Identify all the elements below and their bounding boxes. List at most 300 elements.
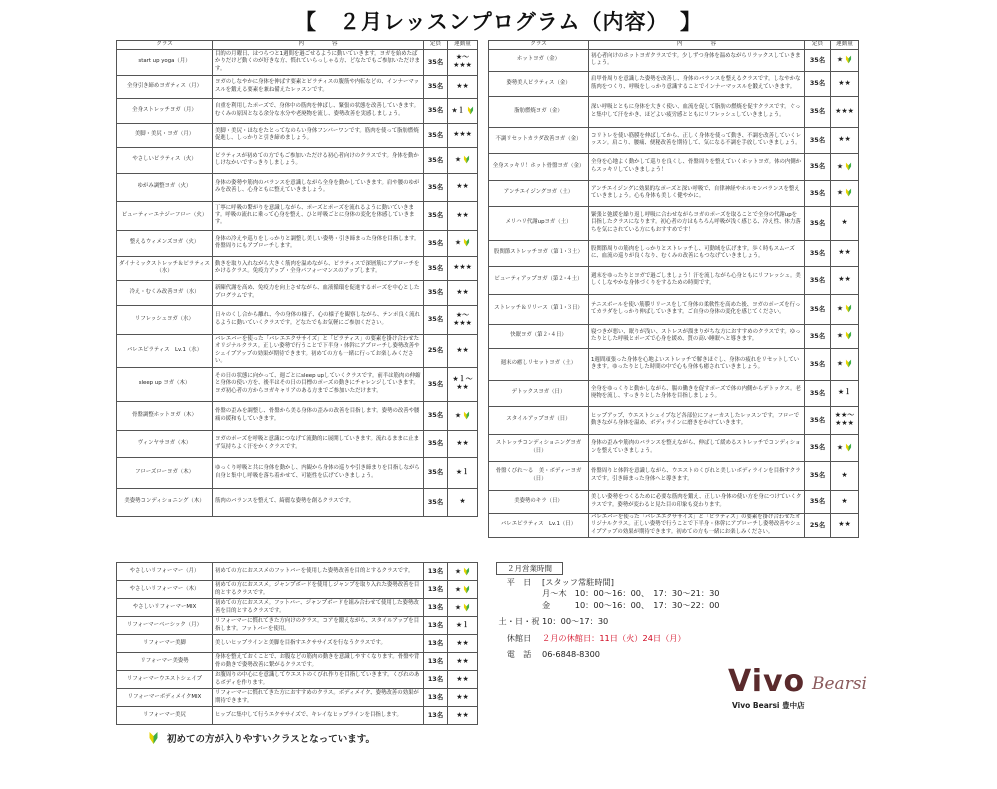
class-row [117, 430, 478, 457]
class-row [117, 280, 478, 305]
intensity-stars: ★★★ [453, 130, 472, 139]
class-capacity: 35名 [424, 367, 448, 401]
class-capacity: 35名 [805, 294, 831, 324]
class-capacity: 35名 [805, 434, 831, 461]
phone-label: 電 話 [506, 649, 532, 660]
beginner-leaf-icon [461, 239, 470, 247]
class-name: ビューティアップヨガ（第２･４土） [489, 266, 589, 294]
class-row [117, 230, 478, 256]
class-name: 美脚・美尻・ヨガ（月） [117, 123, 213, 147]
intensity-stars: ★ [841, 218, 848, 227]
class-row [489, 127, 859, 153]
class-name: 脂肪燃焼ヨガ（金） [489, 96, 589, 127]
intensity-cell [448, 563, 478, 581]
class-row [489, 266, 859, 294]
class-capacity: 13名 [424, 653, 448, 671]
intensity-cell [448, 280, 478, 305]
col-header-class: クラス [489, 41, 589, 50]
intensity-cell [448, 581, 478, 599]
class-name: 整えるウィメンズヨガ（火） [117, 230, 213, 256]
class-row [117, 334, 478, 367]
class-capacity: 13名 [424, 599, 448, 617]
class-capacity: 35名 [424, 457, 448, 488]
class-row [117, 123, 478, 147]
class-row [117, 98, 478, 123]
beginner-legend [146, 731, 375, 745]
class-description: 初めての方におススメのフットバーを使用した姿勢改善を目的とするクラスです。 [213, 563, 424, 581]
class-row [489, 513, 859, 537]
class-name: やさしいリフォーマーMIX [117, 599, 213, 617]
class-description: 美脚・美尻・ほなをたとってなのらい身体フンパーワンです。筋肉を使って脂肪燃焼促進し、しっかりと引き締めましょう。 [213, 123, 424, 147]
class-row [489, 324, 859, 348]
intensity-cell [448, 230, 478, 256]
vivo-bearsi-logo [728, 660, 888, 710]
intensity-cell [831, 127, 859, 153]
class-capacity: 35名 [805, 96, 831, 127]
class-name: リフォーマー美姿勢 [117, 653, 213, 671]
class-name: 快眠ヨガ（第２･４日） [489, 324, 589, 348]
class-row [489, 96, 859, 127]
class-description: 初心者向けのホットヨガクラスです。少しずつ身体を温めながらリラックスしていきましょう。 [589, 49, 805, 71]
class-name: 骨盤調整ホットヨガ（木） [117, 401, 213, 430]
class-capacity: 13名 [424, 671, 448, 689]
class-name: やさしいリフォーマー（月） [117, 563, 213, 581]
class-name: 美姿勢コンディショニング（木） [117, 488, 213, 516]
class-name: 週末の癒しリセットヨガ（土） [489, 348, 589, 380]
class-capacity: 13名 [424, 617, 448, 635]
class-row [117, 563, 478, 581]
class-row [117, 671, 478, 689]
class-description: 丁寧に呼吸の繋がりを意識しながら、ポーズとポーズを流れるように動いていきます。呼吸の流れに乗って心身を整え、ひと呼吸ごとに身体の変化を体感していきます。 [213, 201, 424, 230]
table-header-row [489, 41, 859, 50]
intensity-stars: ★ｌ [455, 620, 470, 629]
class-description: 身体の姿勢や筋肉のバランスを意識しながら全身を動かしていきます。肩や腰のゆがみを改善し、心身ともに整えていきましょう。 [213, 173, 424, 201]
intensity-stars: ★★ [838, 135, 851, 144]
class-name: メリハリ代謝upヨガ（土） [489, 206, 589, 240]
class-row [117, 49, 478, 75]
class-description: 自重を利用したポーズで、身体中の筋肉を伸ばし、緊張の状態を改善していきます。むくみの原因となる余分な水分や老廃物を流し、姿勢改善を実感しましょう。 [213, 98, 424, 123]
class-row [489, 180, 859, 206]
col-header-intensity: 運動量 [831, 41, 859, 50]
class-capacity: 35名 [805, 240, 831, 266]
class-row [117, 689, 478, 707]
class-capacity: 25名 [805, 513, 831, 537]
class-name: ビューティーエナジーフロー（火） [117, 201, 213, 230]
class-row [489, 348, 859, 380]
class-name: 冷え・むくみ改善ヨガ（水） [117, 280, 213, 305]
class-description: リフォーマーに慣れてきた方向けのクラス。コアを鍛えながら、スタイルアップを目指します。フットバーを使用。 [213, 617, 424, 635]
beginner-leaf-icon [461, 411, 470, 419]
class-row [489, 380, 859, 406]
class-row [117, 256, 478, 280]
logo-script-text: Bearsi [812, 674, 867, 694]
class-description: 週末をゆったりとヨガで過ごしましょう！汗を流しながら心身ともにリフレッシュ。美しくしなやかな身体づくりをするための時間です。 [589, 266, 805, 294]
intensity-cell [448, 689, 478, 707]
intensity-stars: ★ｌ [451, 106, 465, 115]
class-row [489, 434, 859, 461]
intensity-cell [448, 173, 478, 201]
class-capacity: 35名 [424, 401, 448, 430]
class-description: 深い呼吸とともに身体を大きく使い、血流を促して脂肪の燃焼を促すクラスです。ぐっと集中して汗をかき、ほどよい疲労感とともにリフレッシュしていきましょう。 [589, 96, 805, 127]
hours-header: ２月営業時間 [496, 562, 563, 575]
class-description: 肩甲骨周りを意識した姿勢を改善し、身体のバランスを整えるクラスです。しなやかな筋肉をつくり、呼吸をしっかり意識することでインナーマッスルを鍛えていきます。 [589, 71, 805, 96]
intensity-cell [831, 348, 859, 380]
intensity-stars: ★ [836, 188, 844, 197]
intensity-cell [448, 123, 478, 147]
class-description: 股関節周りの筋肉をしっかりとストレッチし、可動域を広げます。歩く時もスムーズに、血流の巡りが良くなり、むくみの改善にもつなげていきましょう。 [589, 240, 805, 266]
intensity-stars: ★ [454, 603, 462, 612]
class-description: リフォーマーに慣れてきた方におすすめのクラス。ボディメイク、姿勢改善の効果が期待できます。 [213, 689, 424, 707]
intensity-stars: ★ [841, 496, 848, 505]
class-name: start up yoga（月） [117, 49, 213, 75]
col-header-capacity: 定員 [424, 41, 448, 50]
intensity-stars: ★ｌ [837, 388, 852, 397]
class-capacity: 35名 [424, 256, 448, 280]
intensity-stars: ★ [841, 470, 848, 479]
class-name: リフォーマー美尻 [117, 707, 213, 725]
class-capacity: 35名 [805, 380, 831, 406]
class-description: お腹周りの中心にを意識してウエストのくびれ作りを目指していきます。くびれのあるボディを作ります。 [213, 671, 424, 689]
beginner-leaf-icon [465, 106, 474, 114]
class-description: ヨガのしなやかに身体を伸ばす要素とピラティスの腹筋や内転などの、インナーマッスルを鍛える要素を兼ね備えたレッスンです。 [213, 75, 424, 98]
class-row [117, 581, 478, 599]
class-capacity: 35名 [424, 49, 448, 75]
mon-thu-hours: 月～木 10：00～16：00、 17：30～21：30 [542, 588, 720, 599]
class-description: バレエバーを使った「バレエエクササイズ」と「ピラティス」の要素を掛け合わせたオリジナルクラス。正しい姿勢で行うことで下半身・体幹にアプローチし姿勢改善やシェイプアップの効果が期待できます。初めての方も一緒に行ってお楽しみください。 [213, 334, 424, 367]
class-row [117, 401, 478, 430]
intensity-stars: ★ｌ [455, 467, 470, 476]
beginner-leaf-icon [843, 305, 852, 313]
intensity-stars: ★★★ [453, 263, 472, 272]
intensity-cell [831, 96, 859, 127]
class-row [489, 294, 859, 324]
class-description: 美しいヒップラインと美脚を目指すエクササイズを行なうクラスです。 [213, 635, 424, 653]
class-row [117, 367, 478, 401]
intensity-stars: ★★ [456, 674, 469, 683]
class-row [489, 71, 859, 96]
class-capacity: 35名 [805, 49, 831, 71]
class-row [117, 617, 478, 635]
class-description: ヒップアップ、ウエストシェイプなど各部位にフォーカスしたレッスンです。フローで動きながら身体を温め、ボディラインに磨きをかけていきます。 [589, 406, 805, 434]
class-name: フローズローヨガ（木） [117, 457, 213, 488]
class-capacity: 35名 [424, 230, 448, 256]
business-hours [496, 562, 796, 661]
logo-main-text: Vivo [728, 664, 806, 699]
class-name: 姿勢美人ピラティス（金） [489, 71, 589, 96]
col-header-class: クラス [117, 41, 213, 50]
beginner-leaf-icon [843, 56, 852, 64]
class-capacity: 35名 [424, 75, 448, 98]
intensity-cell [448, 49, 478, 75]
intensity-stars: ★ [836, 443, 844, 452]
intensity-cell [831, 513, 859, 537]
class-description: ゆっくり呼吸と共に身体を動かし、内観から身体の巡りや引き締まりを目指しながら自身と集中し呼吸を落ち着かせて、可能性を広げていきましょう。 [213, 457, 424, 488]
col-header-content: 内 容 [589, 41, 805, 50]
class-description: コリトレを使い筋膜を伸ばしてから、正しく身体を使って動き、不調を改善していくレッスン。肩こり、腰痛、便秘改善を期待して、気になる不調を手放していきましょう。 [589, 127, 805, 153]
logo-store-name: Vivo Bearsi 豊中店 [732, 701, 805, 710]
class-row [489, 153, 859, 180]
class-name: ヴィンヤサヨガ（木） [117, 430, 213, 457]
intensity-cell [831, 324, 859, 348]
holiday-label: 休館日 [506, 632, 532, 643]
intensity-cell [831, 49, 859, 71]
intensity-cell [831, 406, 859, 434]
weekday-label: 平 日 [506, 577, 532, 587]
intensity-cell [448, 401, 478, 430]
intensity-cell [831, 490, 859, 513]
class-description: バレエバーを使った「バレエエクササイズ」と「ピラティス」の要素を掛け合わせたオリジナルクラス。正しい姿勢で行うことで下半身・体幹にアプローチし姿勢改善やシェイプアップの効果が期待できます。初めての方も一緒にお楽しみください。 [589, 513, 805, 537]
intensity-stars: ★ [454, 567, 462, 576]
class-row [117, 488, 478, 516]
fri-hours: 金 10：00～16：00、 17：30～22：00 [542, 599, 720, 610]
intensity-cell [448, 488, 478, 516]
class-description: ピラティスが初めての方でもご参加いただける初心者向けのクラスです。身体を動かしけなかいですっきりしましょう。 [213, 147, 424, 173]
class-description: 初めての方におススメ。ジャンプボードを使用しジャンプを取り入れた姿勢改善を目的とするクラスです。 [213, 581, 424, 599]
intensity-stars: ★★ [456, 692, 469, 701]
class-description: 身体の歪みや筋肉のバランスを整えながら、伸ばして緩めるストレッチでコンディションを整えていきましょう。 [589, 434, 805, 461]
class-name: sleep up ヨガ（木） [117, 367, 213, 401]
col-header-capacity: 定員 [805, 41, 831, 50]
beginner-leaf-icon [461, 585, 470, 593]
class-name: バレエピラティス Lv.1（日） [489, 513, 589, 537]
class-description: 身体を整えておくことで、お腹などの筋肉の動きを意識しやすくなります。骨盤や背骨の動きで姿勢改善に繋がるクラスです。 [213, 653, 424, 671]
class-description: 骨盤周りと体幹を意識しながら、ウエストのくびれと美しいボディラインを目指すクラスです。引き締まった身体へと導きます。 [589, 461, 805, 490]
intensity-cell [831, 461, 859, 490]
intensity-cell [448, 256, 478, 280]
beginner-leaf-icon [843, 332, 852, 340]
class-name: デトックスヨガ（日） [489, 380, 589, 406]
class-name: ダイナミックストレッチ＆ピラティス（水） [117, 256, 213, 280]
intensity-stars: ★ [836, 304, 844, 313]
class-capacity: 35名 [805, 490, 831, 513]
class-description: アンチエイジングに効果的なポーズと深い呼吸で、自律神経やホルモンバランスを整えていきましょう。心も身体も美しく健やかに。 [589, 180, 805, 206]
reformer-class-table [116, 562, 478, 725]
class-description: 目的の月曜日、はつらつと1週間を過ごせるように動いていきます。ヨガを始めたばかりだけど動くのが好きな方、慣れていらっしゃる方、どなたでもご参加いただけます。 [213, 49, 424, 75]
class-capacity: 25名 [424, 334, 448, 367]
class-name: ストレッチ＆リリース（第１･３日） [489, 294, 589, 324]
intensity-cell [448, 635, 478, 653]
intensity-stars: ★★ [838, 78, 851, 87]
class-name: 全身ストレッチヨガ（月） [117, 98, 213, 123]
intensity-cell [448, 617, 478, 635]
beginner-leaf-icon [146, 731, 159, 745]
intensity-stars: ★ [459, 497, 466, 506]
class-description: 1週間頑張った身体を心地よいストレッチで解きほぐし、身体の疲れをリセットしていきます。ゆったりとした時間の中で心も身体も癒されていきましょう。 [589, 348, 805, 380]
intensity-stars: ★ [836, 331, 844, 340]
beginner-leaf-icon [843, 443, 852, 451]
intensity-cell [831, 180, 859, 206]
class-capacity: 13名 [424, 563, 448, 581]
beginner-leaf-icon [461, 156, 470, 164]
class-description: テニスボールを使い筋膜リリースをして身体の柔軟性を高めた後、ヨガのポーズを行ってカラダをしっかり伸ばしていきます。ご自身の身体の変化を感じてください。 [589, 294, 805, 324]
intensity-stars: ★ [836, 162, 844, 171]
class-capacity: 35名 [424, 173, 448, 201]
class-name: 全身スッキリ！ホット骨盤ヨガ（金） [489, 153, 589, 180]
intensity-cell [831, 380, 859, 406]
intensity-stars: ★★ [838, 248, 851, 257]
intensity-stars: ★★ [456, 182, 469, 191]
class-table-right [488, 40, 859, 538]
beginner-leaf-icon [843, 162, 852, 170]
class-capacity: 35名 [424, 488, 448, 516]
class-name: スタイルアップヨガ（日） [489, 406, 589, 434]
intensity-cell [448, 599, 478, 617]
class-description: 初めての方におススメ。フットバー、ジャンプボードを組み合わせて使用した姿勢改善を目的とするクラスです。 [213, 599, 424, 617]
intensity-cell [448, 671, 478, 689]
phone-number: 06-6848-8300 [542, 649, 601, 660]
intensity-stars: ★★ [456, 81, 469, 90]
class-description: 日々のくし合から離れ、今の身体の様子、心の様子を観察しながら、テンポ良く流れるように動いていくクラスです。どなたでもお気軽にご参加ください。 [213, 305, 424, 334]
class-capacity: 35名 [424, 280, 448, 305]
intensity-stars: ★★ [456, 638, 469, 647]
class-name: リフレッシュヨガ（水） [117, 305, 213, 334]
intensity-stars: ★ [454, 585, 462, 594]
class-capacity: 13名 [424, 707, 448, 725]
class-name: リフォーマーウエストシェイプ [117, 671, 213, 689]
class-description: 緊張と弛緩を繰り返し呼吸に合わせながらヨガのポーズを取ることで全身の代謝upを目指したクラスになります。初心者の方はもちろん呼吸が浅く感じる、冷え性、体力落ちを気にされている方にもおすすめです！ [589, 206, 805, 240]
class-row [117, 75, 478, 98]
class-row [489, 406, 859, 434]
class-row [489, 49, 859, 71]
class-capacity: 35名 [424, 430, 448, 457]
class-name: リフォーマー美脚 [117, 635, 213, 653]
class-row [117, 653, 478, 671]
class-description: 寝つきが悪い、眠りが浅い、ストレスが溜まりがちな方におすすめのクラスです。ゆったりとした呼吸とポーズで心身を緩め、質の高い睡眠へと導きます。 [589, 324, 805, 348]
intensity-stars: ★ [454, 155, 462, 164]
class-name: リフォーマーボディメイクMIX [117, 689, 213, 707]
intensity-cell [448, 305, 478, 334]
intensity-stars: ★ [836, 359, 844, 368]
class-description: ヒップに集中して行うエクササイズで、キレイなヒップラインを目指します。 [213, 707, 424, 725]
class-capacity: 35名 [805, 71, 831, 96]
page-title: 【 ２月レッスンプログラム（内容） 】 [294, 10, 703, 34]
intensity-stars: ★★ [456, 438, 469, 447]
class-capacity: 35名 [805, 406, 831, 434]
intensity-cell [831, 240, 859, 266]
intensity-cell [448, 457, 478, 488]
class-name: ゆがみ調整ヨガ（火） [117, 173, 213, 201]
class-row [489, 490, 859, 513]
intensity-cell [448, 147, 478, 173]
class-row [117, 147, 478, 173]
intensity-cell [831, 71, 859, 96]
class-capacity: 35名 [805, 127, 831, 153]
class-row [117, 305, 478, 334]
class-description: 身体の冷えや巡りをしっかりと調整し美しい姿勢・引き締まった身体を目指します。骨盤周りにもアプローチします。 [213, 230, 424, 256]
beginner-leaf-icon [843, 360, 852, 368]
class-row [489, 206, 859, 240]
intensity-stars: ★ [836, 55, 844, 64]
class-row [117, 173, 478, 201]
class-name: 全身引き締めヨガティス（月） [117, 75, 213, 98]
intensity-cell [831, 294, 859, 324]
class-capacity: 35名 [424, 98, 448, 123]
class-capacity: 13名 [424, 689, 448, 707]
class-capacity: 35名 [424, 201, 448, 230]
col-header-content: 内 容 [213, 41, 424, 50]
intensity-stars: ★★ [456, 710, 469, 719]
class-name: ストレッチコンディショニングヨガ（日） [489, 434, 589, 461]
class-name: 骨盤くびれ～る 美・ボディーヨガ（日） [489, 461, 589, 490]
class-capacity: 35名 [424, 147, 448, 173]
class-capacity: 35名 [805, 324, 831, 348]
class-name: やさしいリフォーマー（木） [117, 581, 213, 599]
class-row [117, 457, 478, 488]
intensity-stars: ★★ [456, 287, 469, 296]
intensity-cell [448, 201, 478, 230]
intensity-cell [831, 153, 859, 180]
class-description: その日の状態に向かって、週ごとにsleep upしていくクラスです。前半は筋肉の伸縮と身体の使い方を、後半はその日の目標のポーズの動きにチャレンジしていきます。ヨガ初心者の方からヨガキャリアのある方までご参加いただけます。 [213, 367, 424, 401]
class-description: 骨盤の歪みを調整し、骨盤から美る身体の歪みの改善を目指します。姿勢の改善や腰痛の緩和もしていきます。 [213, 401, 424, 430]
intensity-stars: ★ｌ～★★ [452, 375, 473, 392]
class-name: 美姿勢のキラ（日） [489, 490, 589, 513]
class-name: 不調リセットカラダ改善ヨガ（金） [489, 127, 589, 153]
class-name: バレエピラティス Lv.1（水） [117, 334, 213, 367]
table-header-row [117, 41, 478, 50]
col-header-intensity: 運動量 [448, 41, 478, 50]
beginner-legend-text: 初めての方が入りやすいクラスとなっています。 [167, 734, 375, 745]
intensity-stars: ★★ [838, 275, 851, 284]
intensity-stars: ★ [454, 238, 462, 247]
class-name: ホットヨガ（金） [489, 49, 589, 71]
class-row [489, 240, 859, 266]
class-name: リフォーマーベーシック（月） [117, 617, 213, 635]
intensity-cell [448, 653, 478, 671]
class-capacity: 35名 [805, 153, 831, 180]
intensity-cell [448, 98, 478, 123]
class-row [117, 707, 478, 725]
class-name: アンチエイジングヨガ（土） [489, 180, 589, 206]
intensity-cell [448, 334, 478, 367]
class-capacity: 35名 [424, 123, 448, 147]
class-name: やさしいピラティス（火） [117, 147, 213, 173]
holiday-dates: ２月の休館日：11日（火）24日（月） [542, 632, 686, 643]
beginner-leaf-icon [461, 603, 470, 611]
class-description: 筋肉のバランスを整えて、綺麗な姿勢を創るクラスです。 [213, 488, 424, 516]
intensity-stars: ★★ [456, 345, 469, 354]
class-capacity: 35名 [424, 305, 448, 334]
staff-hours-label: [スタッフ常駐時間] [542, 577, 614, 587]
class-capacity: 35名 [805, 206, 831, 240]
intensity-cell [831, 266, 859, 294]
class-description: 全身をゆっくりと動かしながら、腸の働きを促すポーズで体の内側からデトックス。老廃物を流し、すっきりとした身体を目指しましょう。 [589, 380, 805, 406]
intensity-stars: ★～★★★ [453, 310, 472, 327]
weekend-label: 土・日・祝 [498, 616, 540, 627]
intensity-stars: ★★ [456, 210, 469, 219]
intensity-stars: ★★★ [835, 106, 854, 115]
intensity-stars: ★★ [838, 520, 851, 529]
intensity-cell [448, 430, 478, 457]
intensity-stars: ★★ [456, 656, 469, 665]
beginner-leaf-icon [843, 189, 852, 197]
class-capacity: 13名 [424, 581, 448, 599]
class-capacity: 13名 [424, 635, 448, 653]
class-row [117, 201, 478, 230]
class-description: 新陳代謝を高め、免疫力を向上させながら、血液循環を促進するポーズを中心としたプログラムです。 [213, 280, 424, 305]
intensity-cell [448, 75, 478, 98]
intensity-cell [831, 434, 859, 461]
intensity-cell [448, 707, 478, 725]
class-row [117, 635, 478, 653]
intensity-stars: ★★～★★★ [834, 411, 855, 428]
class-row [489, 461, 859, 490]
beginner-leaf-icon [461, 567, 470, 575]
class-capacity: 35名 [805, 266, 831, 294]
class-table-left [116, 40, 478, 517]
class-capacity: 35名 [805, 461, 831, 490]
class-description: 美しい姿勢をつくるために必要な筋肉を鍛え、正しい身体の使い方を身につけていくクラスです。姿勢が変わると見た目の印象も変わります。 [589, 490, 805, 513]
class-capacity: 35名 [805, 180, 831, 206]
